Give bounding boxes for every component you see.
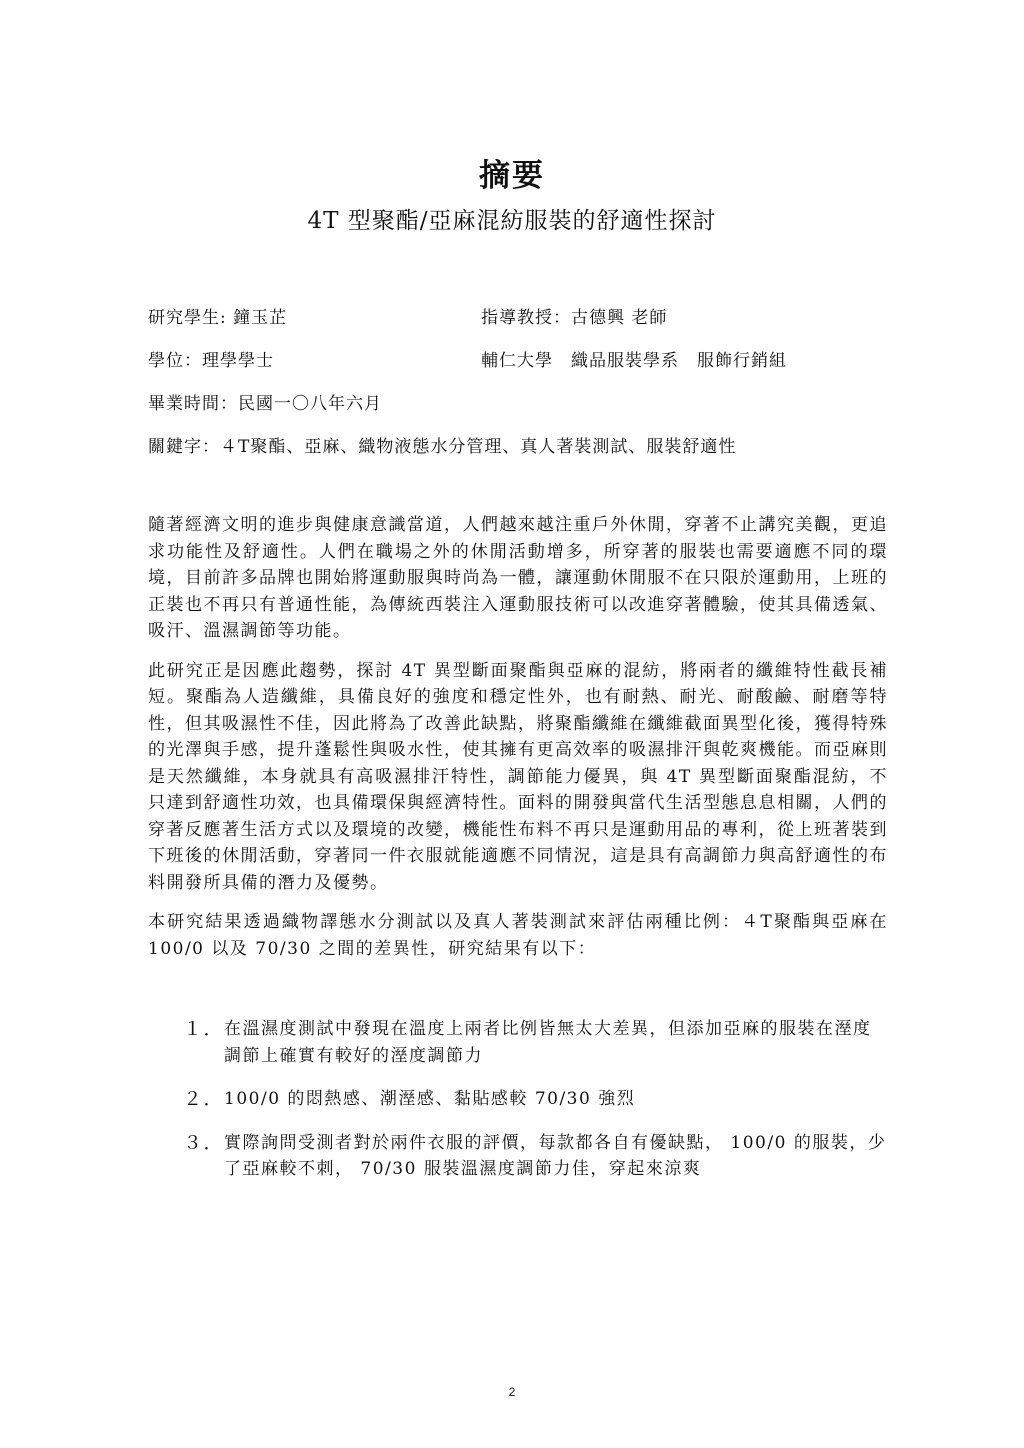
- results-list: [183, 1016, 888, 1200]
- list-item-text: 100/0 的悶熱感、潮溼感、黏貼感較 70/30 強烈: [224, 1089, 636, 1109]
- student-name: 研究學生: 鐘玉芷: [148, 308, 288, 328]
- paragraph-research: 此研究正是因應此趨勢，探討 4T 異型斷面聚酯與亞麻的混紡，將兩者的纖維特性截長補短。聚酯為人造纖維，具備良好的強度和穩定性外，也有耐熱、耐光、耐酸鹼、耐磨等特性，但其吸濕性不佳，因此將為了改善此缺點，將聚酯纖維在纖維截面異型化後，獲得特殊的光澤與手感，提升蓬鬆性與吸水性，使其擁有更高效率的吸濕排汗與乾爽機能。而亞麻則是天然纖維，本身就具有高吸濕排汗特性，調節能力優異，與 4T 異型斷面聚酯混紡，不只達到舒適性功效，也具備環保與經濟特性。面料的開發與當代生活型態息息相關，人們的穿著反應著生活方式以及環境的改變，機能性布料不再只是運動用品的專利，從上班著裝到下班後的休閒活動，穿著同一件衣服就能適應不同情況，這是具有高調節力與高舒適性的布料開發所具備的潛力及優勢。: [148, 660, 888, 893]
- list-item-text: 在溫濕度測試中發現在溫度上兩者比例皆無太大差異，但添加亞麻的服裝在溼度調節上確實有較好的溼度調節力: [224, 1019, 872, 1066]
- list-item: [183, 1130, 888, 1183]
- list-item-text: 實際詢問受測者對於兩件衣服的評價，每款都各自有優缺點， 100/0 的服裝，少了亞麻較不刺， 70/30 服裝溫濕度調節力佳，穿起來涼爽: [224, 1132, 887, 1179]
- paragraph-results-intro: 本研究結果透過織物譯態水分測試以及真人著裝測試來評估兩種比例：４T聚酯與亞麻在 100/0 以及 70/30 之間的差異性，研究結果有以下：: [148, 912, 888, 959]
- advisor-name: 指導教授：古德興 老師: [481, 308, 668, 328]
- list-item-number: ３．: [183, 1131, 225, 1154]
- paragraph-intro: 隨著經濟文明的進步與健康意識當道，人們越來越注重戶外休閒，穿著不止講究美觀，更追求功能性及舒適性。人們在職場之外的休閒活動增多，所穿著的服裝也需要適應不同的環境，目前許多品牌也開始將運動服與時尚為一體，讓運動休閒服不在只限於運動用，上班的正裝也不再只有普通性能，為傳統西裝注入運動服技術可以改進穿著體驗，使其具備透氣、吸汗、溫濕調節等功能。: [148, 515, 888, 641]
- list-item-number: １．: [183, 1018, 225, 1040]
- abstract-body: [148, 512, 888, 975]
- school-department: 輔仁大學 織品服裝學系 服飾行銷組: [481, 351, 787, 371]
- page-number: 2: [508, 1385, 516, 1399]
- degree: 學位：理學學士: [148, 351, 274, 371]
- keywords: 關鍵字：４T聚酯、亞麻、織物液態水分管理、真人著裝測試、服裝舒適性: [148, 437, 737, 457]
- list-item-number: ２．: [183, 1088, 225, 1110]
- thesis-title: 4T 型聚酯/亞麻混紡服裝的舒適性探討: [307, 208, 717, 234]
- list-item: [183, 1016, 888, 1069]
- page-title: 摘要: [479, 158, 545, 194]
- graduation-date: 畢業時間：民國一〇八年六月: [148, 394, 382, 414]
- list-item: [183, 1086, 888, 1113]
